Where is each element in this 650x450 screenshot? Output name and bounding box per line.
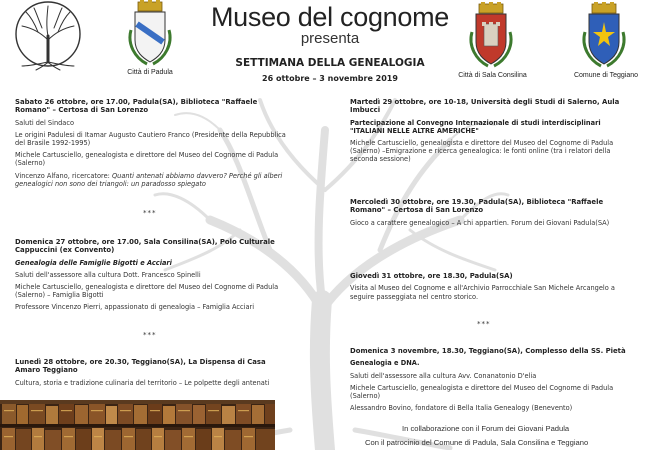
padula-caption: Città di Padula [127, 69, 173, 76]
event-item: Michele Cartusciello, genealogista e direttore del Museo del Cognome di Padula (Salerno) – Famiglia Bigotti [15, 283, 279, 300]
event-item: Saluti dell'assessore alla cultura Avv. Conanatonio D'elia [350, 371, 537, 380]
event-sunday-3 [350, 347, 635, 416]
teggiano-caption: Comune di Teggiano [573, 72, 639, 79]
event-item: Le origini Padulesi di Itamar Augusto Cautiero Franco (Presidente della Repubblica del Brasile 1992-1995) [15, 130, 286, 147]
event-heading: Martedì 29 ottobre, ore 10-18, Università degli Studi di Salerno, Aula Imbucci [350, 98, 620, 115]
event-item: Professore Vincenzo Pierri, appassionato di genealogia – Famiglia Acciari [15, 303, 255, 312]
event-item [15, 172, 290, 188]
patronage-note: Con il patrocinio del Comune di Padula, Sala Consilina e Teggiano [365, 438, 589, 447]
event-item: Saluti dell'assessore alla cultura Dott. Francesco Spinelli [15, 270, 201, 279]
event-subtitle: Genealogia e DNA. [350, 359, 420, 368]
event-subtitle: Genealogia delle Famiglie Bigotti e Acciari [15, 258, 172, 267]
event-subtitle: Partecipazione al Convegno Internazionale di studi interdisciplinari "ITALIANI NELLE ALTRE AMERICHE" [350, 118, 601, 135]
separator: *** [477, 320, 491, 328]
week-title: SETTIMANA DELLA GENEALOGIA [235, 57, 425, 69]
page-title: Museo del cognome [210, 2, 450, 32]
separator: *** [143, 331, 157, 339]
books-photo [0, 400, 275, 450]
event-item: Michele Cartusciello, genealogista e direttore del Museo del Cognome di Padula (Salerno) [350, 383, 614, 400]
event-sunday-27 [15, 238, 290, 316]
separator: *** [143, 209, 157, 217]
event-heading: Giovedì 31 ottobre, ore 18.30, Padula(SA) [350, 272, 513, 280]
event-tuesday [350, 98, 635, 168]
teggiano-coat-of-arms [577, 2, 631, 70]
event-heading: Domenica 27 ottobre, ore 17.00, Sala Consilina(SA), Polo Culturale Cappuccini (ex Convento) [15, 238, 275, 255]
padula-coat-of-arms [125, 0, 175, 68]
event-item: Visita al Museo del Cognome e all'Archivio Parrocchiale San Michele Arcangelo a seguire passeggiata nel centro storico. [350, 284, 615, 301]
event-heading: Sabato 26 ottobre, ore 17.00, Padula(SA), Biblioteca "Raffaele Romano" – Certosa di San Lorenzo [15, 98, 258, 115]
sala-consilina-coat-of-arms [466, 2, 516, 70]
tree-logo [8, 0, 88, 72]
speaker-name: Vincenzo Alfano, ricercatore: [15, 171, 112, 180]
sala-consilina-caption: Città di Sala Consilina [458, 72, 527, 79]
collaboration-note: In collaborazione con il Forum dei Giovani Padula [402, 424, 570, 433]
event-thursday [350, 272, 635, 305]
event-heading: Mercoledì 30 ottobre, ore 19.30, Padula(SA), Biblioteca "Raffaele Romano" – Certosa di San Lorenzo [350, 198, 604, 215]
event-monday [15, 358, 290, 391]
event-item: Cultura, storia e tradizione culinaria del territorio – Le polpette degli antenati [15, 378, 270, 387]
event-item: Gioco a carattere genealogico – A chi appartien. Forum dei Giovani Padula(SA) [350, 218, 610, 227]
event-heading: Domenica 3 novembre, 18.30, Teggiano(SA), Complesso della SS. Pietà [350, 347, 626, 355]
event-heading: Lunedì 28 ottobre, ore 20.30, Teggiano(SA), La Dispensa di Casa Amaro Teggiano [15, 358, 266, 375]
event-item: Michele Cartusciello, genealogista e direttore del Museo del Cognome di Padula (Salerno) –Emigrazione e ricerca genealogica: le fonti online (tra i relatori della seconda sessione) [350, 139, 614, 164]
event-wednesday [350, 198, 635, 231]
event-item: Saluti del Sindaco [15, 118, 75, 127]
event-item: Michele Cartusciello, genealogista e direttore del Museo del Cognome di Padula (Salerno) [15, 151, 279, 168]
event-saturday [15, 98, 290, 192]
event-item: Alessandro Bovino, fondatore di Bella Italia Genealogy (Benevento) [350, 404, 573, 413]
page-subtitle: presenta [300, 30, 360, 47]
week-dates: 26 ottobre – 3 novembre 2019 [262, 74, 398, 83]
speaker-talk: Quanti antenati abbiamo davvero? Perché gli alberi genealogici non sono dei triangoli: un paradosso spiegato [15, 171, 283, 188]
